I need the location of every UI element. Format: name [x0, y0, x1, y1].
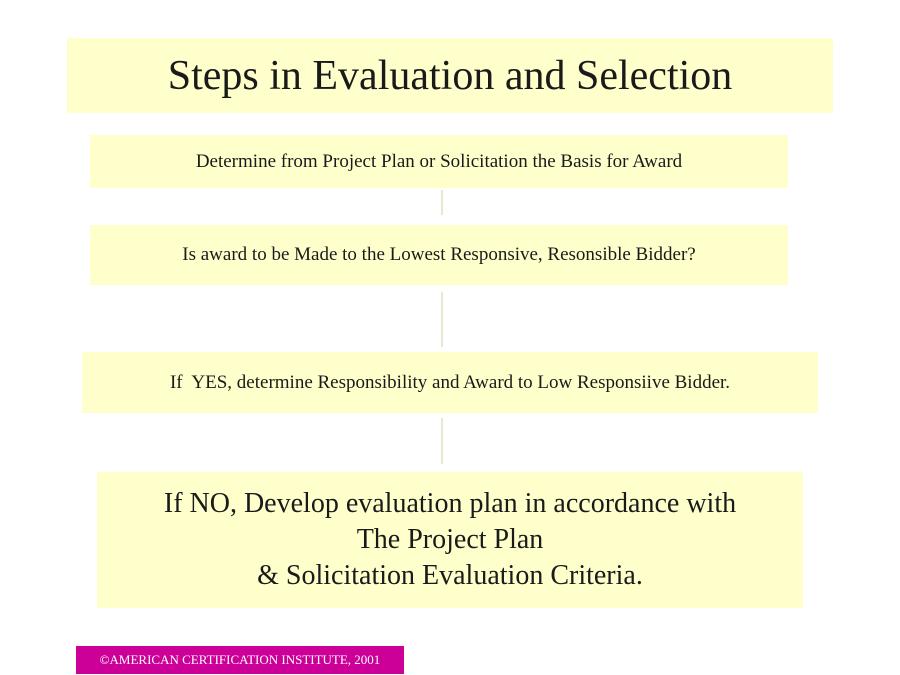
flow-step-text-line: If NO, Develop evaluation plan in accordance with	[163, 488, 737, 519]
flow-step-text: Determine from Project Plan or Solicitation the Basis for Award	[195, 150, 683, 172]
flow-step-lowest-bidder-question	[90, 225, 788, 285]
slide-title-text: Steps in Evaluation and Selection	[167, 52, 733, 99]
flow-connector-line	[441, 190, 443, 215]
flow-step-basis-for-award	[90, 135, 788, 188]
copyright-footer	[76, 646, 404, 674]
flow-connector-line	[441, 418, 443, 464]
copyright-text: ©AMERICAN CERTIFICATION INSTITUTE, 2001	[99, 652, 381, 667]
flow-step-text-line: The Project Plan	[356, 524, 544, 555]
flow-connector-line	[441, 292, 443, 347]
flow-step-text: If YES, determine Responsibility and Award to Low Responsiive Bidder.	[169, 371, 731, 393]
flow-step-text: Is award to be Made to the Lowest Responsive, Resonsible Bidder?	[182, 244, 696, 265]
slide-title	[67, 38, 833, 113]
flow-step-no-branch	[97, 472, 803, 608]
flow-step-text-line: & Solicitation Evaluation Criteria.	[257, 560, 643, 591]
flow-step-yes-branch	[82, 352, 818, 413]
